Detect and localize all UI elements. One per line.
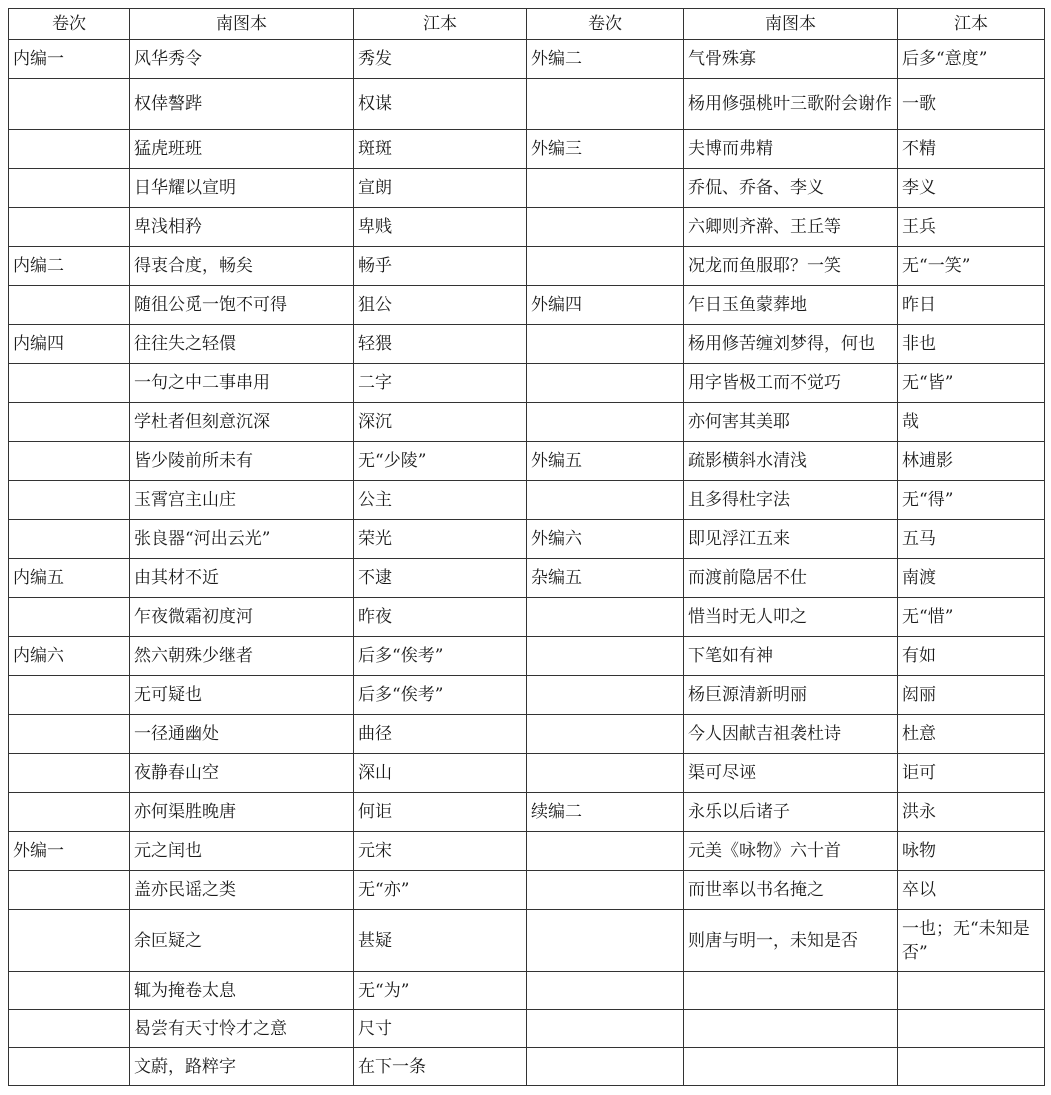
nantu-text-cell: 往往失之轻儇 — [130, 325, 354, 364]
volume-cell — [527, 208, 684, 247]
table-row — [9, 247, 1045, 286]
table-row — [9, 208, 1045, 247]
volume-cell — [9, 972, 130, 1010]
nantu-text-cell: 玉霄宫主山庄 — [130, 481, 354, 520]
volume-cell: 外编三 — [527, 130, 684, 169]
nantu-text-cell — [684, 1048, 898, 1086]
header-jiang-edition: 江本 — [354, 9, 527, 40]
volume-cell — [9, 208, 130, 247]
jiang-text-cell: 无“亦” — [354, 871, 527, 910]
jiang-text-cell: 无“为” — [354, 972, 527, 1010]
volume-cell — [527, 79, 684, 130]
volume-cell — [527, 247, 684, 286]
nantu-text-cell: 惜当时无人叩之 — [684, 598, 898, 637]
volume-cell: 杂编五 — [527, 559, 684, 598]
nantu-text-cell: 况龙而鱼服耶？一笑 — [684, 247, 898, 286]
table-row — [9, 676, 1045, 715]
nantu-text-cell: 乍夜微霜初度河 — [130, 598, 354, 637]
volume-cell — [9, 403, 130, 442]
comparison-table-container — [8, 8, 1044, 1086]
volume-cell — [527, 676, 684, 715]
header-nantu-edition: 南图本 — [130, 9, 354, 40]
header-row — [9, 9, 1045, 40]
nantu-text-cell: 猛虎班班 — [130, 130, 354, 169]
nantu-text-cell: 由其材不近 — [130, 559, 354, 598]
volume-cell — [9, 598, 130, 637]
nantu-text-cell: 学杜者但刻意沉深 — [130, 403, 354, 442]
volume-cell — [527, 169, 684, 208]
volume-cell — [9, 793, 130, 832]
volume-cell — [527, 481, 684, 520]
table-row — [9, 79, 1045, 130]
jiang-text-cell: 非也 — [898, 325, 1045, 364]
header-jiang-edition: 江本 — [898, 9, 1045, 40]
jiang-text-cell: 元宋 — [354, 832, 527, 871]
nantu-text-cell: 即见浮江五来 — [684, 520, 898, 559]
nantu-text-cell: 乍日玉鱼蒙葬地 — [684, 286, 898, 325]
nantu-text-cell: 六卿则齐澣、王丘等 — [684, 208, 898, 247]
jiang-text-cell: 尺寸 — [354, 1010, 527, 1048]
jiang-text-cell: 曲径 — [354, 715, 527, 754]
table-row — [9, 481, 1045, 520]
nantu-text-cell: 无可疑也 — [130, 676, 354, 715]
jiang-text-cell: 无“皆” — [898, 364, 1045, 403]
jiang-text-cell: 昨夜 — [354, 598, 527, 637]
jiang-text-cell: 权谋 — [354, 79, 527, 130]
jiang-text-cell: 何讵 — [354, 793, 527, 832]
jiang-text-cell: 林逋影 — [898, 442, 1045, 481]
table-row — [9, 832, 1045, 871]
volume-cell — [527, 754, 684, 793]
nantu-text-cell — [684, 972, 898, 1010]
table-row — [9, 130, 1045, 169]
jiang-text-cell: 洪永 — [898, 793, 1045, 832]
volume-cell — [9, 910, 130, 972]
volume-cell — [527, 910, 684, 972]
nantu-text-cell: 随徂公觅一饱不可得 — [130, 286, 354, 325]
jiang-text-cell: 李义 — [898, 169, 1045, 208]
table-row — [9, 286, 1045, 325]
table-row — [9, 1048, 1045, 1086]
jiang-text-cell: 南渡 — [898, 559, 1045, 598]
header-volume: 卷次 — [527, 9, 684, 40]
nantu-text-cell: 渠可尽诬 — [684, 754, 898, 793]
table-row — [9, 40, 1045, 79]
nantu-text-cell: 亦何害其美耶 — [684, 403, 898, 442]
jiang-text-cell: 后多“俟考” — [354, 637, 527, 676]
jiang-text-cell: 畅乎 — [354, 247, 527, 286]
jiang-text-cell — [898, 1048, 1045, 1086]
volume-cell — [527, 715, 684, 754]
volume-cell — [9, 481, 130, 520]
jiang-text-cell — [898, 1010, 1045, 1048]
table-row — [9, 793, 1045, 832]
volume-cell: 内编二 — [9, 247, 130, 286]
nantu-text-cell: 杨用修苦缠刘梦得，何也 — [684, 325, 898, 364]
nantu-text-cell: 卑浅相矜 — [130, 208, 354, 247]
nantu-text-cell: 而渡前隐居不仕 — [684, 559, 898, 598]
jiang-text-cell: 后多“意度” — [898, 40, 1045, 79]
volume-cell: 外编四 — [527, 286, 684, 325]
nantu-text-cell: 元美《咏物》六十首 — [684, 832, 898, 871]
table-row — [9, 442, 1045, 481]
volume-cell: 外编二 — [527, 40, 684, 79]
jiang-text-cell: 王兵 — [898, 208, 1045, 247]
nantu-text-cell: 气骨殊寡 — [684, 40, 898, 79]
jiang-text-cell: 卑贱 — [354, 208, 527, 247]
nantu-text-cell: 一句之中二事串用 — [130, 364, 354, 403]
volume-cell — [9, 871, 130, 910]
jiang-text-cell: 闳丽 — [898, 676, 1045, 715]
nantu-text-cell: 曷尝有天寸怜才之意 — [130, 1010, 354, 1048]
volume-cell — [9, 286, 130, 325]
volume-cell — [9, 676, 130, 715]
nantu-text-cell: 余叵疑之 — [130, 910, 354, 972]
jiang-text-cell: 咏物 — [898, 832, 1045, 871]
volume-cell — [9, 520, 130, 559]
nantu-text-cell: 夜静春山空 — [130, 754, 354, 793]
nantu-text-cell: 亦何渠胜晚唐 — [130, 793, 354, 832]
table-row — [9, 169, 1045, 208]
nantu-text-cell: 杨用修强桃叶三歌附会谢作 — [684, 79, 898, 130]
jiang-text-cell: 在下一条 — [354, 1048, 527, 1086]
nantu-text-cell: 日华耀以宣明 — [130, 169, 354, 208]
volume-cell — [527, 871, 684, 910]
nantu-text-cell: 用字皆极工而不觉巧 — [684, 364, 898, 403]
volume-cell — [9, 754, 130, 793]
nantu-text-cell: 得衷合度，畅矣 — [130, 247, 354, 286]
volume-cell: 内编一 — [9, 40, 130, 79]
jiang-text-cell: 斑斑 — [354, 130, 527, 169]
volume-cell — [527, 403, 684, 442]
volume-cell — [9, 1010, 130, 1048]
volume-cell: 外编一 — [9, 832, 130, 871]
nantu-text-cell: 辄为掩卷太息 — [130, 972, 354, 1010]
nantu-text-cell: 且多得杜字法 — [684, 481, 898, 520]
jiang-text-cell — [898, 972, 1045, 1010]
table-row — [9, 1010, 1045, 1048]
table-row — [9, 715, 1045, 754]
table-row — [9, 559, 1045, 598]
nantu-text-cell — [684, 1010, 898, 1048]
volume-cell: 内编五 — [9, 559, 130, 598]
jiang-text-cell: 有如 — [898, 637, 1045, 676]
volume-cell — [527, 832, 684, 871]
nantu-text-cell: 张良器“河出云光” — [130, 520, 354, 559]
nantu-text-cell: 下笔如有神 — [684, 637, 898, 676]
table-row — [9, 972, 1045, 1010]
table-row — [9, 520, 1045, 559]
volume-cell — [527, 325, 684, 364]
header-nantu-edition: 南图本 — [684, 9, 898, 40]
jiang-text-cell: 一也；无“未知是否” — [898, 910, 1045, 972]
jiang-text-cell: 二字 — [354, 364, 527, 403]
nantu-text-cell: 今人因献吉祖袭杜诗 — [684, 715, 898, 754]
volume-cell — [527, 972, 684, 1010]
table-row — [9, 637, 1045, 676]
table-row — [9, 598, 1045, 637]
jiang-text-cell: 五马 — [898, 520, 1045, 559]
volume-cell: 续编二 — [527, 793, 684, 832]
volume-cell — [9, 442, 130, 481]
jiang-text-cell: 荣光 — [354, 520, 527, 559]
jiang-text-cell: 哉 — [898, 403, 1045, 442]
jiang-text-cell: 杜意 — [898, 715, 1045, 754]
volume-cell — [527, 637, 684, 676]
table-row — [9, 325, 1045, 364]
jiang-text-cell: 不精 — [898, 130, 1045, 169]
nantu-text-cell: 文蔚，路粹字 — [130, 1048, 354, 1086]
nantu-text-cell: 一径通幽处 — [130, 715, 354, 754]
volume-cell — [9, 169, 130, 208]
jiang-text-cell: 无“惜” — [898, 598, 1045, 637]
jiang-text-cell: 无“一笑” — [898, 247, 1045, 286]
table-row — [9, 910, 1045, 972]
nantu-text-cell: 风华秀令 — [130, 40, 354, 79]
nantu-text-cell: 权倖謷跸 — [130, 79, 354, 130]
table-row — [9, 754, 1045, 793]
jiang-text-cell: 不逮 — [354, 559, 527, 598]
jiang-text-cell: 宣朗 — [354, 169, 527, 208]
jiang-text-cell: 无“得” — [898, 481, 1045, 520]
jiang-text-cell: 狙公 — [354, 286, 527, 325]
volume-cell — [9, 1048, 130, 1086]
volume-cell — [9, 364, 130, 403]
jiang-text-cell: 讵可 — [898, 754, 1045, 793]
nantu-text-cell: 盖亦民谣之类 — [130, 871, 354, 910]
volume-cell: 外编五 — [527, 442, 684, 481]
table-row — [9, 871, 1045, 910]
jiang-text-cell: 一歌 — [898, 79, 1045, 130]
volume-cell — [527, 598, 684, 637]
jiang-text-cell: 甚疑 — [354, 910, 527, 972]
volume-cell: 外编六 — [527, 520, 684, 559]
volume-cell: 内编四 — [9, 325, 130, 364]
jiang-text-cell: 无“少陵” — [354, 442, 527, 481]
nantu-text-cell: 然六朝殊少继者 — [130, 637, 354, 676]
volume-cell: 内编六 — [9, 637, 130, 676]
jiang-text-cell: 公主 — [354, 481, 527, 520]
header-volume: 卷次 — [9, 9, 130, 40]
nantu-text-cell: 疏影横斜水清浅 — [684, 442, 898, 481]
jiang-text-cell: 昨日 — [898, 286, 1045, 325]
table-row — [9, 364, 1045, 403]
jiang-text-cell: 秀发 — [354, 40, 527, 79]
volume-cell — [9, 79, 130, 130]
volume-cell — [527, 364, 684, 403]
jiang-text-cell: 深山 — [354, 754, 527, 793]
nantu-text-cell: 而世率以书名掩之 — [684, 871, 898, 910]
jiang-text-cell: 后多“俟考” — [354, 676, 527, 715]
volume-cell — [527, 1048, 684, 1086]
nantu-text-cell: 乔侃、乔备、李义 — [684, 169, 898, 208]
nantu-text-cell: 则唐与明一，未知是否 — [684, 910, 898, 972]
jiang-text-cell: 卒以 — [898, 871, 1045, 910]
nantu-text-cell: 永乐以后诸子 — [684, 793, 898, 832]
nantu-text-cell: 皆少陵前所未有 — [130, 442, 354, 481]
volume-cell — [527, 1010, 684, 1048]
nantu-text-cell: 杨巨源清新明丽 — [684, 676, 898, 715]
volume-cell — [9, 130, 130, 169]
variant-comparison-table — [8, 8, 1045, 1086]
jiang-text-cell: 轻猥 — [354, 325, 527, 364]
nantu-text-cell: 元之闰也 — [130, 832, 354, 871]
jiang-text-cell: 深沉 — [354, 403, 527, 442]
volume-cell — [9, 715, 130, 754]
table-row — [9, 403, 1045, 442]
nantu-text-cell: 夫博而弗精 — [684, 130, 898, 169]
